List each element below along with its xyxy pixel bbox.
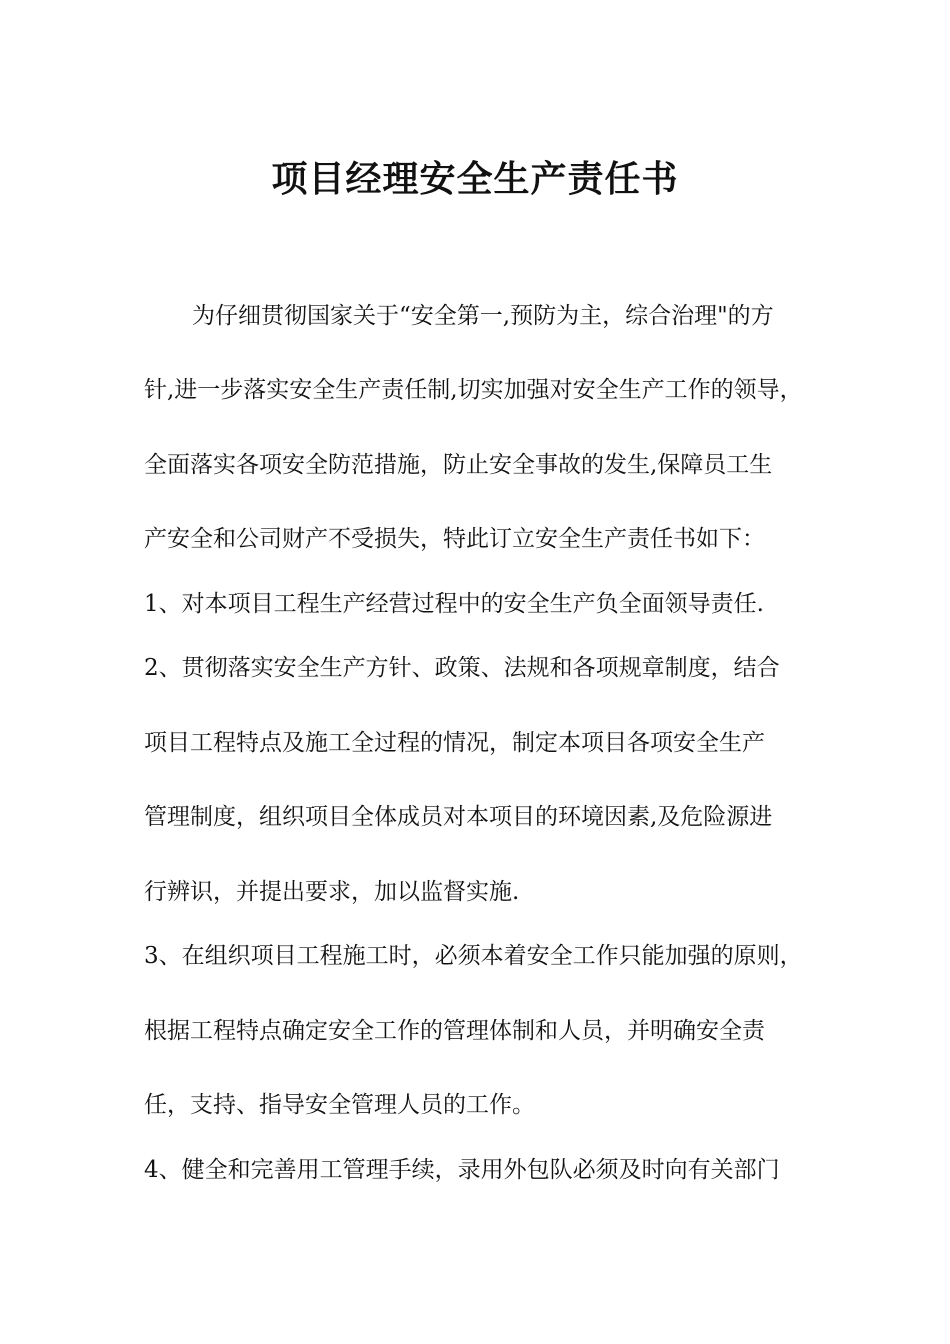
clause-2-line-1: 2、贯彻落实安全生产方针、政策、法规和各项规章制度，结合: [144, 655, 780, 681]
clause-2-line-2: 项目工程特点及施工全过程的情况，制定本项目各项安全生产: [144, 730, 765, 756]
clause-2-line-4: 行辨识，并提出要求，加以监督实施.: [144, 879, 520, 905]
clause-1: 1、对本项目工程生产经营过程中的安全生产负全面领导责任.: [144, 591, 764, 617]
body-line-1: 为仔细贯彻国家关于“安全第一,预防为主，综合治理"的方: [192, 303, 774, 329]
clause-2-line-3: 管理制度，组织项目全体成员对本项目的环境因素,及危险源进: [144, 804, 773, 830]
clause-4-line-1: 4、健全和完善用工管理手续，录用外包队必须及时向有关部门: [144, 1157, 780, 1183]
body-line-4: 产安全和公司财产不受损失，特此订立安全生产责任书如下：: [144, 526, 765, 552]
clause-3-line-2: 根据工程特点确定安全工作的管理体制和人员，并明确安全责: [144, 1018, 765, 1044]
body-line-2: 针,进一步落实安全生产责任制,切实加强对安全生产工作的领导，: [144, 377, 803, 403]
body-line-3: 全面落实各项安全防范措施，防止安全事故的发生,保障员工生: [144, 452, 773, 478]
document-title: 项目经理安全生产责任书: [271, 159, 679, 200]
clause-3-line-3: 任，支持、指导安全管理人员的工作。: [144, 1092, 535, 1118]
clause-3-line-1: 3、在组织项目工程施工时，必须本着安全工作只能加强的原则，: [144, 943, 803, 969]
